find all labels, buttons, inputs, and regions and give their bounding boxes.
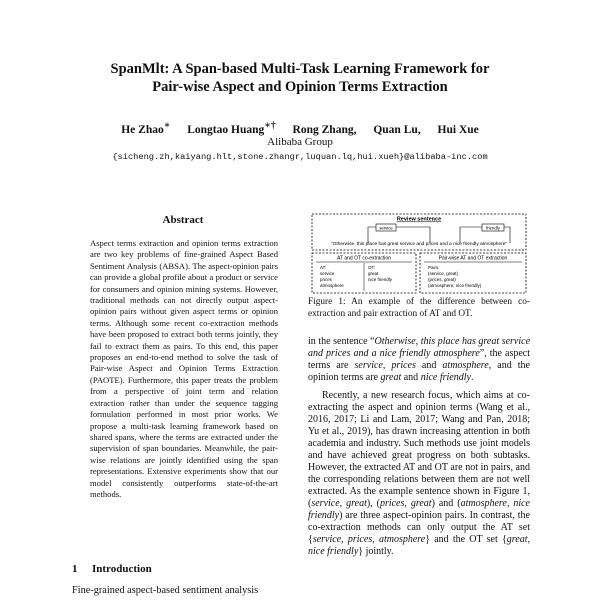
paragraph-example [308,336,530,384]
set-text: service, prices, atmosphere [312,534,426,545]
pair-text: atmosphere, nice friendly [308,498,530,521]
text-run: , [382,360,392,371]
paragraph-recent-work [308,390,530,558]
text-run: Recently, a new research focus, which aims at co-extracting the aspect and opinion terms (Wang et al., 2016, 2017; Li and Lam, 2017; Wang and Pan, 2018; Yu et al., 2019), has drawn increasing attention in both academia and industry. Such methods use joint models and have achieved great progress on both subtasks. However, the extracted AT and OT are not in pairs, and the corresponding relations between them are not well extracted. As the example sentence shown in Figure 1, ( [308,390,530,509]
at-label: AT: [320,265,327,270]
author-3: Rong Zhang, [292,123,357,136]
review-box-title: Review sentence [396,216,442,223]
section-heading-introduction [72,563,152,575]
example-sentence: Otherwise, this place has great service and prices and a nice friendly atmosphere [308,336,531,359]
pair-extraction-title: Pair-wise AT and OT extraction [438,255,508,262]
term: service [354,360,383,371]
paper-title [0,60,600,96]
author-4: Quan Lu, [373,123,421,136]
text-run: , and the opinion terms are [308,360,530,383]
pair-text: service, great [311,498,367,509]
text-run: ”, the aspect terms are [308,348,530,371]
text-run: . [470,372,474,383]
author-1: He Zhao [121,123,164,136]
chip-right-label: friendly [486,225,500,231]
section-title: Introduction [92,563,152,575]
right-column-text [308,336,530,564]
at-item-1: service [320,271,335,276]
ot-item-1: great [368,271,379,276]
ot-item-2: nice friendly [368,277,393,282]
pair-text: prices, great [379,498,432,509]
term: atmosphere [442,360,489,371]
author-list [0,120,600,136]
text-run: ), ( [366,498,380,509]
at-item-2: prices [320,277,333,282]
affiliation: Alibaba Group [267,136,333,148]
text-run: ) and ( [431,498,461,509]
pair-2: (prices, great) [428,277,456,282]
introduction-text: Fine-grained aspect-based sentiment analysis [72,585,259,596]
chip-left-label: service [379,225,393,231]
pair-3: (atmosphere, nice friendly) [428,283,482,288]
right-relation-bracket [460,227,510,243]
title-line-1: SpanMlt: A Span-based Multi-Task Learning Framework for [110,61,490,77]
text-run: and [401,372,421,383]
term: great [380,372,402,383]
text-run: and [415,360,443,371]
at-item-3: atmosphere [320,283,344,288]
section-number: 1 [72,563,78,575]
author-2: Longtao Huang [187,123,265,136]
left-relation-bracket [368,227,430,243]
figure-1-caption: Figure 1: An example of the difference between co-extraction and pair extraction of AT and OT. [308,297,530,319]
figure-1 [310,213,528,295]
author-5: Hui Xue [437,123,479,136]
text-run: } and the OT set { [425,534,507,545]
figure-1-diagram [310,213,528,295]
text-run: in the sentence “ [308,336,375,347]
text-run: ) are three aspect-opinion pairs. In contrast, the co-extraction methods can only output the AT set { [308,510,530,545]
review-sentence: "Otherwise, this place has great service and prices and a nice friendly atmosphere" [330,242,508,247]
title-line-2: Pair-wise Aspect and Opinion Terms Extraction [152,79,448,95]
abstract-text: Aspect terms extraction and opinion terms extraction are two key problems of fine-grained Aspect Based Sentiment Analysis (ABSA). The aspect-opinion pairs can provide a global profile about a product or service for consumers and opinion mining systems. However, traditional methods can not directly output aspect-opinion pairs without given aspect terms or opinion terms. Although some recent co-extraction methods have been proposed to extract both terms jointly, they fail to extract them as pairs. To this end, this paper proposes an end-to-end method to solve the task of Pair-wise Aspect and Opinion Terms Extraction (PAOTE). Furthermore, this paper treats the problem from a perspective of joint term and relation extraction rather than under the sequence tagging formulation performed in most prior works. We propose a multi-task learning framework based on shared spans, where the terms are extracted under the supervision of span boundaries. Meanwhile, the pair-wise relations are jointly identified using the span representations. Extensive experiments show that our model consistently outperforms state-of-the-art methods. [90,238,278,499]
abstract-heading: Abstract [162,214,204,226]
pair-1: (service, great) [428,271,459,276]
term: nice friendly [420,372,471,383]
pairs-label: Pairs: [428,265,440,270]
text-run: } jointly. [358,546,394,557]
author-2-mark: ∗† [264,120,276,131]
term: prices [391,360,416,371]
ot-label: OT: [368,265,376,270]
author-1-mark: ∗ [163,120,171,131]
set-text: great, nice friendly [308,534,530,557]
coextraction-title: AT and OT co-extraction [337,255,391,262]
author-emails: {sicheng.zh,kaiyang.hlt,stone.zhangr,luquan.lq,hui.xueh}@alibaba-inc.com [112,152,488,162]
